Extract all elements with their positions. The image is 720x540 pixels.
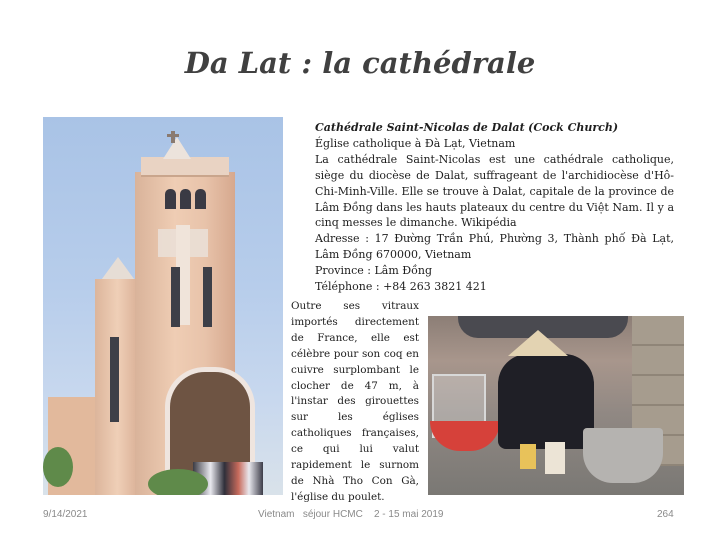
bell-window	[165, 189, 176, 209]
stained-glass-window	[203, 267, 212, 327]
shrub	[148, 469, 208, 495]
slide-title: Da Lat : la cathédrale	[184, 46, 536, 80]
vendor-person	[498, 354, 594, 449]
street-vendor-photo	[428, 316, 684, 495]
cathedral-info	[315, 120, 674, 295]
slide-number: 264	[657, 509, 674, 520]
info-heading-alias: (Cock Church)	[528, 121, 619, 134]
cathedral-photo	[43, 117, 283, 495]
metal-pot	[583, 428, 663, 483]
stained-glass-window	[110, 337, 119, 422]
info-province: Province : Lâm Đồng	[315, 264, 432, 278]
caption-textbox: Outre ses vitraux importés directement de France, elle est célèbre pour son coq en cuivre surplombant le clocher de 47 m, à l'instar des girouettes sur les églises catholiques françaises, ce qui lui valut rapidement le surnom de Nhà Tho Con Gà, l'église du poulet.	[284, 293, 426, 495]
info-description: La cathédrale Saint-Nicolas est une cathédrale catholique, siège du diocèse de Dalat, suffrageant de l'archidiocèse d'Hô-Chi-Minh-Ville. Elle se trouve à Dalat, capitale de la province de Lâm Đồng dans les hauts plateaux du centre du Việt Nam. Il y a cinq messes le dimanche. Wikipédia	[315, 152, 674, 230]
spire	[163, 137, 191, 159]
info-subtitle: Église catholique à Đà Lạt, Vietnam	[315, 136, 516, 150]
bell-tower-cornice	[141, 157, 229, 177]
yellow-jar	[520, 444, 536, 469]
bell-window	[195, 189, 206, 209]
info-heading: Cathédrale Saint-Nicolas de Dalat	[315, 121, 525, 134]
info-phone: Téléphone : +84 263 3821 421	[315, 280, 487, 294]
footer-date: 9/14/2021	[43, 509, 88, 520]
bell-window	[180, 189, 191, 209]
conical-hat	[508, 330, 568, 356]
stained-glass-window	[171, 267, 180, 327]
tree	[43, 447, 73, 487]
cross-icon	[171, 131, 175, 143]
footer-text: Vietnam séjour HCMC 2 - 15 mai 2019	[258, 509, 444, 520]
white-jar	[545, 442, 565, 474]
info-address: Adresse : 17 Đường Trần Phú, Phường 3, Thành phố Đà Lạt, Lâm Đồng 670000, Vietnam	[315, 232, 674, 262]
red-basin	[430, 421, 500, 451]
